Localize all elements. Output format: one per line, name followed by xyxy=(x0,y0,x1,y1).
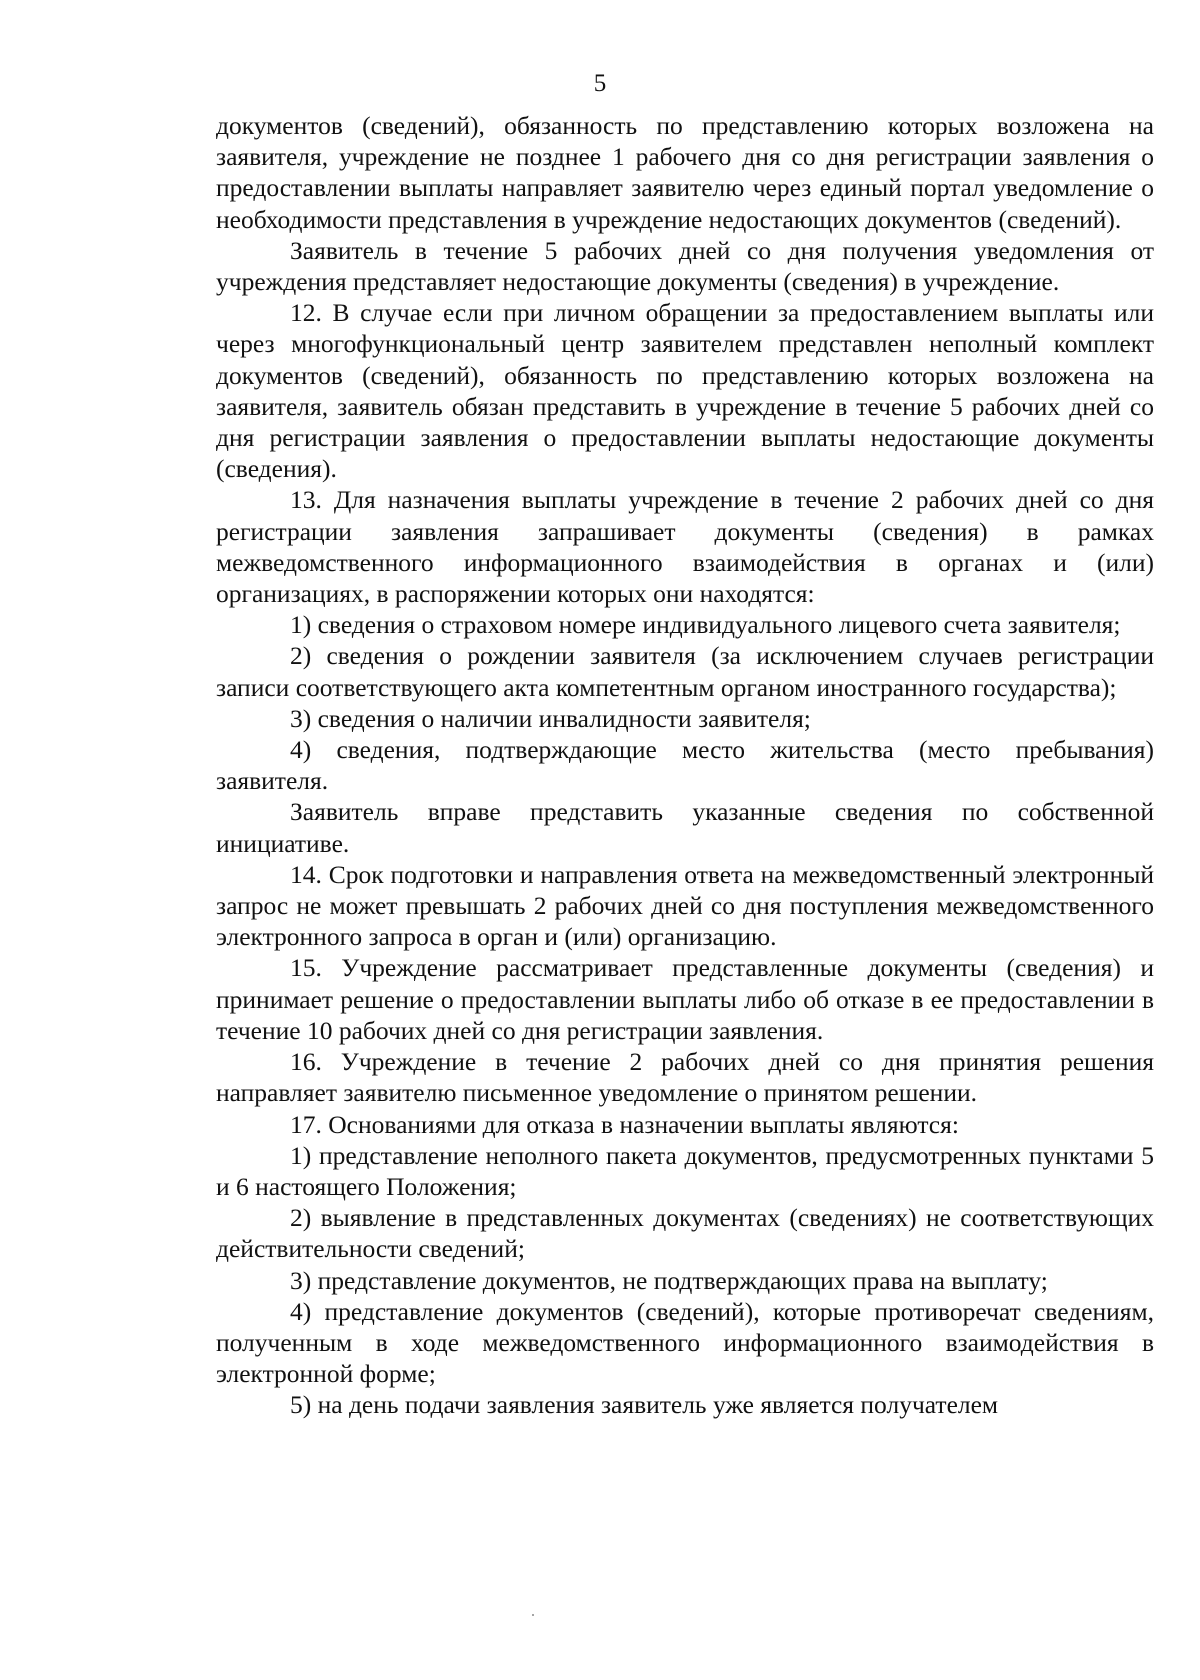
paragraph-item-13-sub-3: 3) сведения о наличии инвалидности заявителя; xyxy=(290,703,811,733)
paragraph-item-13-sub-1: 1) сведения о страховом номере индивидуального лицевого счета заявителя; xyxy=(290,610,1121,640)
paragraph-item-17-sub-4: 4) представление документов (сведений), которые противоречат сведениям, полученным в ходе межведомственного информационного взаимодействия в электронной форме; xyxy=(216,1296,1154,1389)
paragraph-own-initiative: Заявитель вправе представить указанные сведения по собственной инициативе. xyxy=(216,797,1154,858)
paragraph-item-14: 14. Срок подготовки и направления ответа на межведомственный электронный запрос не может превышать 2 рабочих дней со дня поступления межведомственного электронного запроса в орган и (или) организацию. xyxy=(216,859,1154,952)
paragraph-item-17-sub-2: 2) выявление в представленных документах (сведениях) не соответствующих действительности сведений; xyxy=(216,1203,1154,1264)
page-number: 5 xyxy=(593,70,607,97)
paragraph-item-16: 16. Учреждение в течение 2 рабочих дней со дня принятия решения направляет заявителю письменное уведомление о принятом решении. xyxy=(216,1047,1154,1108)
paragraph-continuation: документов (сведений), обязанность по представлению которых возложена на заявителя, учреждение не позднее 1 рабочего дня со дня регистрации заявления о предоставлении выплаты направляет заявителю через единый портал уведомление о необходимости представления в учреждение недостающих документов (сведений). xyxy=(216,111,1154,234)
paragraph-item-17-sub-1: 1) представление неполного пакета документов, предусмотренных пунктами 5 и 6 настоящего Положения; xyxy=(216,1140,1154,1201)
paragraph-item-17-sub-5: 5) на день подачи заявления заявитель уже является получателем xyxy=(290,1390,999,1420)
paragraph-item-13: 13. Для назначения выплаты учреждение в течение 2 рабочих дней со дня регистрации заявления запрашивает документы (сведения) в рамках межведомственного информационного взаимодействия в органах и (или) организациях, в распоряжении которых они находятся: xyxy=(216,485,1154,609)
paragraph-item-13-sub-4: 4) сведения, подтверждающие место жительства (место пребывания) заявителя. xyxy=(216,735,1154,796)
paragraph-item-17: 17. Основаниями для отказа в назначении выплаты являются: xyxy=(290,1109,959,1139)
paragraph-item-15: 15. Учреждение рассматривает представленные документы (сведения) и принимает решение о предоставлении выплаты либо об отказе в ее предоставлении в течение 10 рабочих дней со дня регистрации заявления. xyxy=(216,953,1154,1045)
paragraph-item-17-sub-3: 3) представление документов, не подтверждающих права на выплату; xyxy=(290,1265,1048,1295)
scan-speck xyxy=(532,1614,534,1616)
document-body xyxy=(216,110,1154,1421)
paragraph-applicant-deadline: Заявитель в течение 5 рабочих дней со дня получения уведомления от учреждения представляет недостающие документы (сведения) в учреждение. xyxy=(216,235,1154,297)
paragraph-item-13-sub-2: 2) сведения о рождении заявителя (за исключением случаев регистрации записи соответствующего акта компетентным органом иностранного государства); xyxy=(216,641,1154,702)
paragraph-item-12: 12. В случае если при личном обращении за предоставлением выплаты или через многофункциональный центр заявителем представлен неполный комплект документов (сведений), обязанность по представлению которых возложена на заявителя, заявитель обязан представить в учреждение в течение 5 рабочих дней со дня регистрации заявления о предоставлении выплаты недостающие документы (сведения). xyxy=(216,298,1154,484)
